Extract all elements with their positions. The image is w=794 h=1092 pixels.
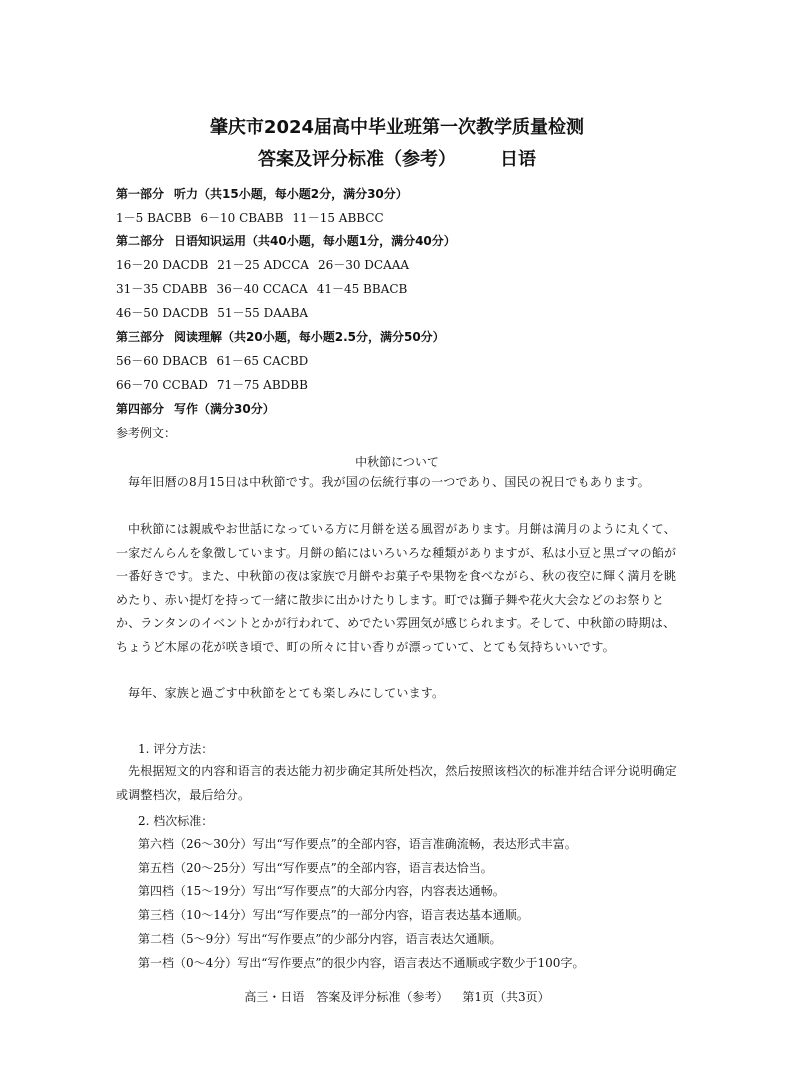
part2-answers-row3 [116,305,308,321]
part4-heading [116,401,275,417]
scoring-level: 第五档（20～25分）写出“写作要点”的全部内容，语言表达恰当。 [138,861,493,875]
answer-group: 16－20 DACDB [116,258,209,272]
part2-label: 第二部分 [116,234,165,248]
answer-group: 11－15 ABBCC [292,211,384,225]
part2-heading [116,233,456,249]
essay-paragraph-2: 中秋節には親戚やお世話になっている方に月餅を送る風習があります。月餅は満月のように丸くて、一家だんらんを象徴しています。月餅の餡にはいろいろな種類がありますが、私は小豆と黒ゴマの餡が一番好きです。また、中秋節の夜は家族で月餅やお菓子や果物を食べながら、秋の夜空に輝く満月を眺めたり、赤い提灯を持って一緒に散歩に出かけたりします。町では獅子舞や花火大会などのお祭りとか、ランタンのイベントとかが行われて、めでたい雰囲気が感じられます。そして、中秋節の時期は、ちょうど木犀の花が咲き頃で、町の所々に甘い香りが漂っていて、とても気持ちいいです。 [116,522,677,654]
subtitle-main: 答案及评分标准（参考） [258,149,456,170]
page-subtitle [0,145,794,171]
part3-desc: 阅读理解（共20小题，每小题2.5分，满分50分） [174,330,445,344]
part1-label: 第一部分 [116,187,165,201]
part3-label: 第三部分 [116,330,165,344]
scoring-level: 第六档（26～30分）写出“写作要点”的全部内容，语言准确流畅，表达形式丰富。 [138,837,577,851]
part2-answers-row1 [116,257,409,273]
part1-desc: 听力（共15小题，每小题2分，满分30分） [174,187,408,201]
footer-page-number: 第1页（共3页） [462,990,550,1004]
answer-group: 71－75 ABDBB [216,378,308,392]
answer-group: 46－50 DACDB [116,306,209,320]
essay-title: 中秋節について [355,455,439,469]
part3-heading [116,329,445,345]
part2-answers-row2 [116,281,407,297]
page-footer [0,988,794,1005]
answer-group: 51－55 DAABA [217,306,309,320]
answer-group: 6－10 CBABB [200,211,284,225]
sample-label: 参考例文： [116,426,177,440]
scoring-level: 第四档（15～19分）写出“写作要点”的大部分内容，内容表达通畅。 [138,884,505,898]
essay-paragraph-1: 毎年旧暦の8月15日は中秋節です。我が国の伝統行事の一つであり、国民の祝日でもあります。 [128,475,650,489]
answer-group: 31－35 CDABB [116,282,208,296]
answer-group: 66－70 CCBAD [116,378,208,392]
part1-answers [116,210,384,226]
part2-desc: 日语知识运用（共40小题，每小题1分，满分40分） [174,234,456,248]
answer-group: 36－40 CCACA [216,282,308,296]
answer-group: 41－45 BBACB [316,282,408,296]
part4-label: 第四部分 [116,402,165,416]
part4-desc: 写作（满分30分） [174,402,275,416]
scoring-level: 第二档（5～9分）写出“写作要点”的少部分内容，语言表达欠通顺。 [138,932,502,946]
scoring-level: 第一档（0～4分）写出“写作要点”的很少内容，语言表达不通顺或字数少于100字。 [138,956,585,970]
answer-group: 61－65 CACBD [216,354,309,368]
footer-left: 高三・日语 答案及评分标准（参考） [244,990,449,1004]
scoring-level: 第三档（10～14分）写出“写作要点”的一部分内容，语言表达基本通顺。 [138,908,529,922]
scoring-levels-label: 2. 档次标准： [138,814,214,828]
scoring-method-text: 先根据短文的内容和语言的表达能力初步确定其所处档次，然后按照该档次的标准并结合评分说明确定或调整档次，最后给分。 [116,764,678,802]
part3-answers-row2 [116,377,308,393]
subject-label: 日语 [500,149,536,170]
part1-heading [116,186,408,202]
scoring-method-label: 1. 评分方法： [138,742,214,756]
essay-paragraph-3: 毎年、家族と過ごす中秋節をとても楽しみにしています。 [128,686,445,700]
answer-group: 56－60 DBACB [116,354,208,368]
answer-group: 26－30 DCAAA [317,258,410,272]
page-title: 肇庆市2024届高中毕业班第一次教学质量检测 [209,117,585,138]
part3-answers-row1 [116,353,308,369]
answer-group: 1－5 BACBB [116,211,192,225]
answer-group: 21－25 ADCCA [217,258,309,272]
